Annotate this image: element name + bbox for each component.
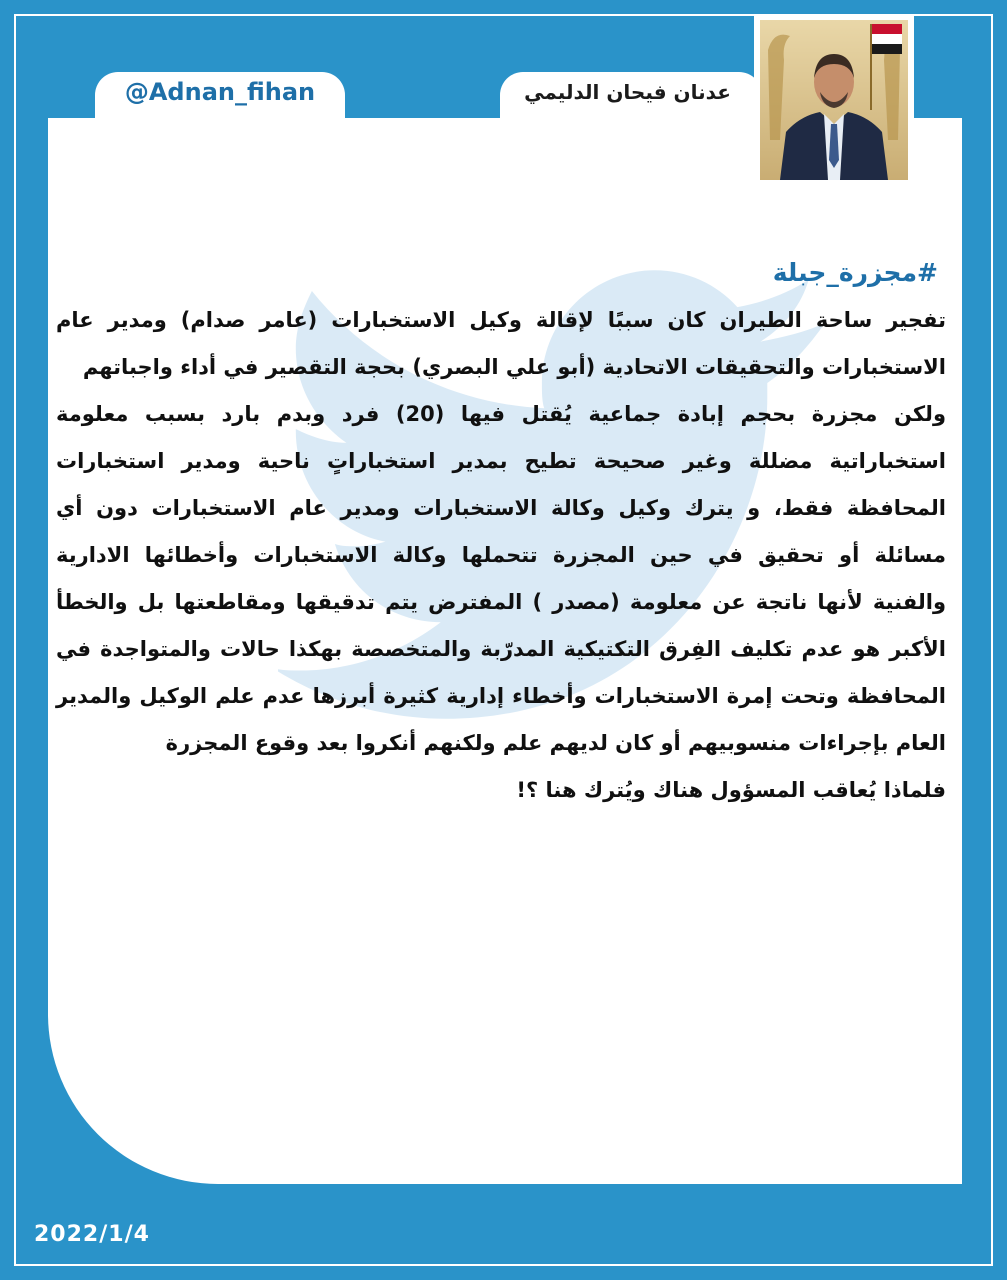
user-handle[interactable]: @Adnan_fihan [124,78,316,106]
avatar-image [760,20,908,180]
hashtag-link[interactable]: #مجزرة_جبلة [772,258,938,287]
post-date: 2022/1/4 [34,1222,150,1247]
author-name: عدنان فيحان الدليمي [524,80,731,104]
post-body-text: تفجير ساحة الطيران كان سببًا لإقالة وكيل الاستخبارات (عامر صدام) ومدير عام الاستخبارات والتحقيقات الاتحادية (أبو علي البصري) بحجة التقصير في أداء واجباتهم ولكن مجزرة بحجم إبادة جماعية يُقتل فيها (20) فرد وبدم بارد بسبب معلومة استخباراتية مضللة وغير صحيحة تطيح بمدير استخباراتٍ ناحية ومدير استخبارات المحافظة فقط، و يترك وكيل وكالة الاستخبارات ومدير عام الاستخبارات دون أي مسائلة أو تحقيق في حين المجزرة تتحملها وكالة الاستخبارات وأخطائها الادارية والفنية لأنها ناتجة عن معلومة (مصدر ) المفترض يتم تدقيقها ومقاطعتها بل والخطأ الأكبر هو عدم تكليف الفِرق التكتيكية المدرّبة والمتخصصة بهكذا حالات والمتواجدة في المحافظة وتحت إمرة الاستخبارات وأخطاء إدارية كثيرة أبرزها عدم علم الوكيل والمدير العام بإجراءات منسوبيهم أو كان لديهم علم ولكنهم أنكروا بعد وقوع المجزرة فلماذا يُعاقب المسؤول هناك ويُترك هنا ؟! [56,308,946,802]
avatar [754,14,914,186]
post-content [56,258,946,814]
